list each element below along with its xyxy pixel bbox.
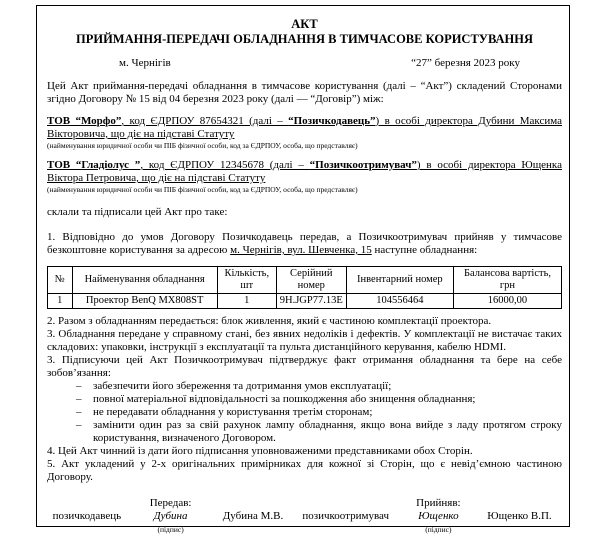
lender-signature-note: (підпис) — [157, 525, 184, 534]
clause-3b: 3. Підписуючи цей Акт Позичкоотримувач підтверджує факт отримання обладнання та бере на себе зобов’язання: — [47, 354, 562, 379]
dash-bullet-icon: – — [76, 380, 82, 392]
place-date-row — [47, 57, 562, 70]
spacer — [47, 497, 127, 510]
col-serial-number: Серійний номер — [276, 267, 346, 294]
cell-inventory-number: 104556464 — [346, 294, 453, 309]
document-page — [36, 5, 570, 534]
gave-label: Передав: — [149, 497, 192, 509]
intro-paragraph: Цей Акт приймання-передачі обладнання в тимчасове користування (далі – “Акт”) складений Сторонами згідно Договору № 15 від 04 березня 2023 року (далі — “Договір”) між: — [47, 80, 562, 105]
col-number: № — [48, 267, 73, 294]
clause-4: 4. Цей Акт чинний із дати його підписання уповноваженими представниками обох Сторін. — [47, 445, 473, 457]
table-header-row — [48, 267, 562, 294]
col-inventory-number: Інвентарний номер — [346, 267, 453, 294]
cell-quantity: 1 — [217, 294, 276, 309]
obligation-item — [47, 419, 562, 445]
act-subtitle: ПРИЙМАННЯ-ПЕРЕДАЧІ ОБЛАДНАННЯ В ТИМЧАСОВЕ КОРИСТУВАННЯ — [75, 32, 534, 46]
col-quantity: Кількість, шт — [217, 267, 276, 294]
place-label: м. Чернігів — [119, 57, 171, 69]
dash-bullet-icon: – — [76, 419, 82, 431]
borrower-signature-note: (підпис) — [425, 525, 452, 534]
party-lender-line: ТОВ “Морфо”, код ЄДРПОУ 87654321 (далі – “Позичкодавець”) в особі директора Дубини Максима Вікторовича, що діє на підставі Статуту — [47, 115, 562, 140]
dash-bullet-icon: – — [76, 393, 82, 405]
received-label: Прийняв: — [416, 497, 461, 509]
cell-equipment-name: Проектор BenQ MX808ST — [72, 294, 217, 309]
obligation-text: замінити один раз за свій рахунок лампу обладнання, якщо вона вийде з ладу протягом строку користування, визначеного Договором. — [93, 419, 562, 444]
party-lender-block — [47, 115, 562, 150]
obligation-item — [47, 393, 562, 406]
obligation-item — [47, 380, 562, 393]
obligation-text: не передавати обладнання у користування третім сторонам; — [93, 406, 373, 418]
party-borrower-block — [47, 159, 562, 194]
borrower-signature: Ющенко — [418, 510, 459, 522]
col-balance-value: Балансова вартість, грн — [453, 267, 561, 294]
cell-serial-number: 9H.JGP77.13E — [276, 294, 346, 309]
equipment-table — [47, 266, 562, 309]
clause-5: 5. Акт укладений у 2-х оригінальних примірниках для кожної зі Сторін, що є невід’ємною частиною Договору. — [47, 458, 562, 483]
spacer — [477, 523, 562, 536]
party-lender-note: (найменування юридичної особи чи ПІБ фізичної особи, код за ЄДРПОУ, особа, що представляє) — [47, 141, 358, 150]
clause-3: 3. Обладнання передане у справному стані, без явних недоліків і дефектів. У комплектації не вистачає таких складових: упаковки, інструкції з експлуатації та пульта дистанційного керування, кабелю HDMI. — [47, 328, 562, 353]
lender-signature: Дубина — [153, 510, 188, 522]
preamble-close: склали та підписали цей Акт про таке: — [47, 206, 228, 218]
cell-balance-value: 16000,00 — [453, 294, 561, 309]
spacer — [47, 523, 127, 536]
spacer — [214, 497, 291, 510]
date-label: “27” березня 2023 року — [411, 57, 520, 69]
spacer — [292, 497, 400, 510]
party-borrower-note: (найменування юридичної особи чи ПІБ фізичної особи, код за ЄДРПОУ, особа, що представляє) — [47, 185, 358, 194]
spacer — [292, 523, 400, 536]
obligation-item — [47, 406, 562, 419]
dash-bullet-icon: – — [76, 406, 82, 418]
borrower-name: Ющенко В.П. — [487, 510, 552, 522]
obligation-text: повної матеріальної відповідальності за пошкодження або знищення обладнання; — [93, 393, 476, 405]
lender-name: Дубина М.В. — [222, 510, 284, 522]
lender-role-label: позичкодавець — [52, 510, 122, 522]
obligation-text: забезпечити його збереження та дотримання умов експлуатації; — [93, 380, 392, 392]
spacer — [214, 523, 291, 536]
cell-number: 1 — [48, 294, 73, 309]
act-title: АКТ — [291, 17, 318, 31]
clause-1: 1. Відповідно до умов Договору Позичкодавець передав, а Позичкоотримувач прийняв у тимчасове безкоштовне користування за адресою м. Чернігів, вул. Шевченка, 15 наступне обладнання: — [47, 231, 562, 256]
borrower-role-label: позичкоотримувач — [302, 510, 389, 522]
clause-2: 2. Разом з обладнанням передається: блок живлення, який є частиною комплектації проектора. — [47, 315, 492, 327]
col-equipment-name: Найменування обладнання — [72, 267, 217, 294]
spacer — [477, 497, 562, 510]
table-row — [48, 294, 562, 309]
signature-section — [47, 497, 562, 536]
party-borrower-line: ТОВ “Гладіолус ”, код ЄДРПОУ 12345678 (далі – “Позичкоотримувач”) в особі директора Ющенка Віктора Петровича, що діє на підставі Статуту — [47, 159, 562, 184]
